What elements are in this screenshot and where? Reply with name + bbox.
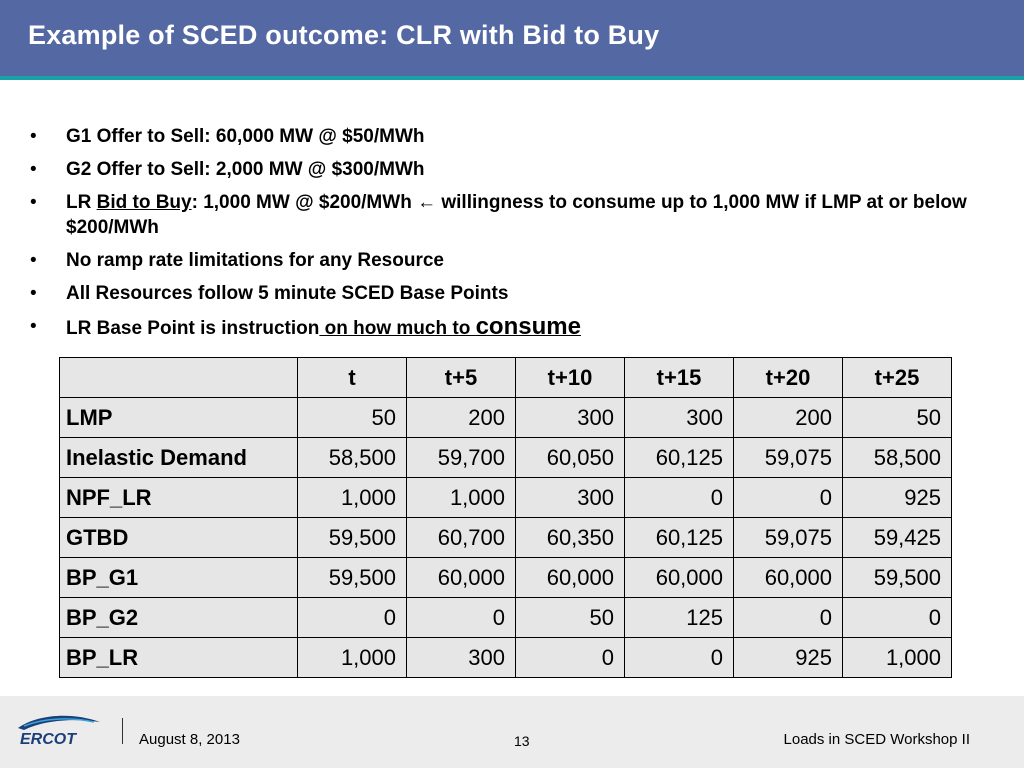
table-cell: 925	[843, 478, 952, 518]
slide-title: Example of SCED outcome: CLR with Bid to Buy	[28, 20, 660, 50]
row-label: NPF_LR	[60, 478, 298, 518]
bullet-text: No ramp rate limitations for any Resource	[66, 250, 444, 271]
table-row	[60, 638, 952, 678]
bullet-prefix: LR Base Point is instruction	[66, 318, 320, 339]
table-cell: 50	[516, 598, 625, 638]
bullet-list	[30, 124, 1000, 341]
table-row	[60, 438, 952, 478]
bullet-underlined	[319, 313, 581, 340]
bullet-text: G1 Offer to Sell: 60,000 MW @ $50/MWh	[66, 126, 425, 147]
header-corner-cell	[60, 358, 298, 398]
table-cell: 0	[625, 478, 734, 518]
table-cell: 0	[734, 598, 843, 638]
table-cell: 1,000	[843, 638, 952, 678]
bullet-prefix: LR	[66, 192, 97, 213]
table-cell: 60,000	[625, 558, 734, 598]
table-cell: 0	[843, 598, 952, 638]
bullet-text: All Resources follow 5 minute SCED Base Points	[66, 283, 509, 304]
bullet-suffix: willingness to consume up to 1,000 MW if LMP at or below $200/MWh	[66, 192, 967, 238]
ercot-logo-icon	[14, 710, 106, 750]
table-cell: 60,125	[625, 518, 734, 558]
table-cell: 58,500	[298, 438, 407, 478]
page-number: 13	[514, 733, 530, 749]
column-header: t+10	[516, 358, 625, 398]
table-row	[60, 518, 952, 558]
logo-text: ERCOT	[20, 731, 76, 748]
table-cell: 0	[625, 638, 734, 678]
table-row	[60, 398, 952, 438]
table-cell: 59,075	[734, 518, 843, 558]
sced-outcome-table	[59, 357, 952, 678]
table-cell: 1,000	[298, 638, 407, 678]
row-label: BP_G1	[60, 558, 298, 598]
row-label: BP_LR	[60, 638, 298, 678]
table-cell: 1,000	[407, 478, 516, 518]
column-header: t+25	[843, 358, 952, 398]
bullet-text: G2 Offer to Sell: 2,000 MW @ $300/MWh	[66, 159, 425, 180]
table-cell: 60,000	[516, 558, 625, 598]
bullet-lr-base-point	[30, 314, 1000, 341]
footer	[0, 696, 1024, 768]
table-cell: 60,700	[407, 518, 516, 558]
footer-title: Loads in SCED Workshop II	[783, 731, 970, 748]
table-cell: 300	[407, 638, 516, 678]
row-label: Inelastic Demand	[60, 438, 298, 478]
row-label: BP_G2	[60, 598, 298, 638]
bullet-g2-offer	[30, 157, 1000, 182]
title-bar	[0, 0, 1024, 76]
table-header-row	[60, 358, 952, 398]
table-cell: 0	[407, 598, 516, 638]
column-header: t+20	[734, 358, 843, 398]
table-cell: 125	[625, 598, 734, 638]
table-cell: 59,500	[298, 518, 407, 558]
bid-to-buy-underlined: Bid to Buy	[96, 192, 192, 213]
row-label: LMP	[60, 398, 298, 438]
table-cell: 60,125	[625, 438, 734, 478]
bullet-underlined-text: on how much to	[319, 318, 476, 339]
table-cell: 0	[298, 598, 407, 638]
table-cell: 300	[625, 398, 734, 438]
table-cell: 59,700	[407, 438, 516, 478]
table-cell: 59,500	[298, 558, 407, 598]
table-cell: 59,075	[734, 438, 843, 478]
bullet-g1-offer	[30, 124, 1000, 149]
table-row	[60, 598, 952, 638]
footer-divider	[122, 718, 123, 744]
bullet-lr-bid	[30, 190, 1000, 240]
table-cell: 300	[516, 478, 625, 518]
table-cell: 200	[407, 398, 516, 438]
table-cell: 925	[734, 638, 843, 678]
footer-date: August 8, 2013	[139, 731, 240, 748]
row-label: GTBD	[60, 518, 298, 558]
bullet-base-points	[30, 281, 1000, 306]
table-cell: 58,500	[843, 438, 952, 478]
title-accent-stripe	[0, 76, 1024, 80]
consume-emphasis: consume	[475, 313, 581, 340]
column-header: t+15	[625, 358, 734, 398]
table-cell: 60,050	[516, 438, 625, 478]
table-cell: 60,000	[734, 558, 843, 598]
table-cell: 50	[843, 398, 952, 438]
bullet-ramp-rate	[30, 248, 1000, 273]
bullet-middle: : 1,000 MW @ $200/MWh	[191, 192, 418, 213]
left-arrow-icon: ←	[417, 192, 437, 213]
table-cell: 60,000	[407, 558, 516, 598]
table-cell: 1,000	[298, 478, 407, 518]
table-cell: 200	[734, 398, 843, 438]
table-cell: 0	[516, 638, 625, 678]
table-cell: 59,425	[843, 518, 952, 558]
column-header: t	[298, 358, 407, 398]
column-header: t+5	[407, 358, 516, 398]
table-row	[60, 478, 952, 518]
table-cell: 50	[298, 398, 407, 438]
table-row	[60, 558, 952, 598]
table-cell: 0	[734, 478, 843, 518]
table-cell: 60,350	[516, 518, 625, 558]
table-cell: 300	[516, 398, 625, 438]
table-cell: 59,500	[843, 558, 952, 598]
